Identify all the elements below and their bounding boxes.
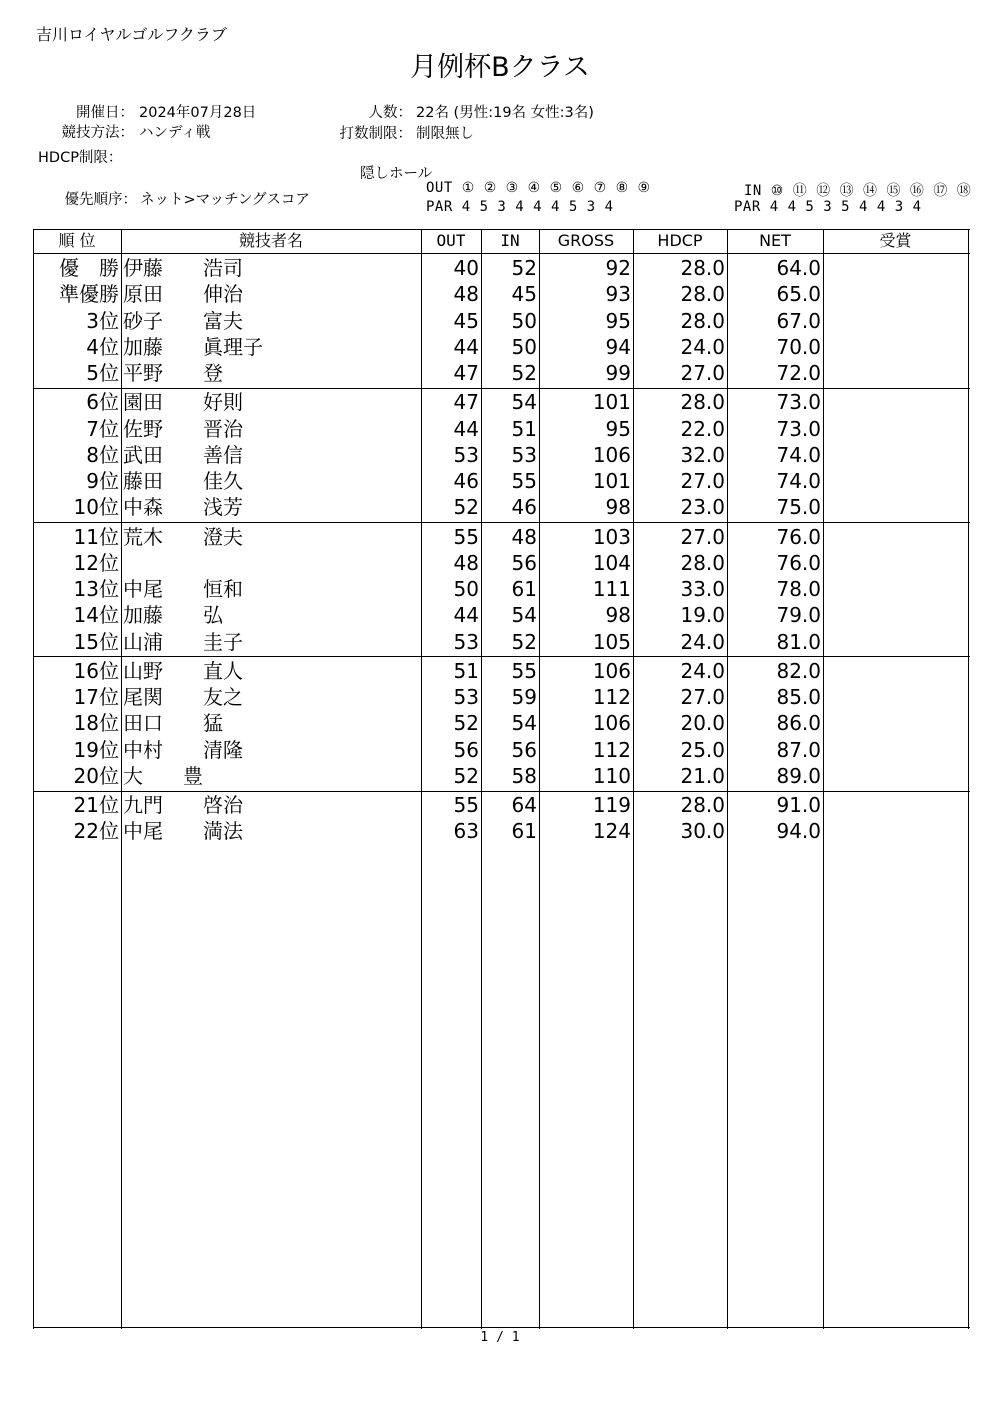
cell-hdcp: 24.0 bbox=[680, 629, 725, 654]
cell-award bbox=[825, 763, 965, 789]
cell-name: 山浦 圭子 bbox=[123, 629, 243, 654]
cell-rank: 準優勝 bbox=[59, 282, 119, 307]
table-row bbox=[33, 360, 970, 386]
table-bottom-border bbox=[33, 1327, 970, 1328]
cell-award bbox=[825, 576, 965, 602]
cell-gross: 111 bbox=[592, 577, 631, 601]
cell-in: 53 bbox=[511, 442, 537, 467]
cell-name: 平野 登 bbox=[123, 361, 223, 385]
cell-gross: 94 bbox=[605, 334, 631, 359]
cell-gross: 95 bbox=[605, 416, 631, 441]
group-separator bbox=[33, 656, 970, 657]
cell-net: 78.0 bbox=[776, 577, 821, 601]
cell-name bbox=[123, 550, 419, 576]
cell-out: 52 bbox=[453, 711, 479, 736]
cell-name: 山野 直人 bbox=[123, 658, 243, 683]
cell-net: 70.0 bbox=[776, 334, 821, 359]
header-net: NET bbox=[759, 231, 791, 250]
cell-in: 55 bbox=[511, 469, 537, 493]
cell-in: 58 bbox=[511, 763, 537, 788]
cell-award bbox=[825, 360, 965, 386]
cell-out: 46 bbox=[453, 469, 479, 493]
cell-net: 82.0 bbox=[776, 658, 821, 683]
cell-out: 55 bbox=[453, 793, 479, 817]
cell-in: 59 bbox=[511, 685, 537, 709]
cell-award bbox=[825, 792, 965, 818]
table-row bbox=[33, 308, 970, 334]
cell-name: 加藤 眞理子 bbox=[123, 334, 263, 359]
date-label: 開催日： bbox=[76, 105, 134, 121]
method-label: 競技方法： bbox=[61, 125, 134, 141]
cell-gross: 103 bbox=[592, 524, 631, 549]
players-value: 22名 (男性:19名 女性:3名) bbox=[416, 105, 594, 121]
cell-in: 46 bbox=[511, 495, 537, 520]
cell-gross: 112 bbox=[592, 685, 631, 709]
cell-hdcp: 24.0 bbox=[680, 334, 725, 359]
cell-award bbox=[825, 334, 965, 360]
header-award: 受賞 bbox=[879, 231, 912, 250]
cell-rank: 19位 bbox=[73, 737, 119, 762]
cell-rank: 14位 bbox=[73, 603, 119, 628]
cell-out: 45 bbox=[453, 308, 479, 333]
cell-out: 40 bbox=[453, 256, 479, 280]
out-par-line: PAR 4 5 3 4 4 4 5 3 4 bbox=[426, 199, 614, 215]
table-row bbox=[33, 442, 970, 468]
stroke-limit-value: 制限無し bbox=[416, 126, 474, 142]
cell-in: 56 bbox=[511, 737, 537, 762]
cell-gross: 106 bbox=[592, 711, 631, 736]
cell-gross: 98 bbox=[605, 495, 631, 520]
cell-award bbox=[825, 710, 965, 736]
table-row bbox=[33, 550, 970, 576]
cell-gross: 104 bbox=[592, 550, 631, 575]
cell-rank: 6位 bbox=[86, 390, 119, 415]
cell-net: 85.0 bbox=[776, 685, 821, 709]
cell-in: 61 bbox=[511, 577, 537, 601]
out-holes-line: OUT ① ② ③ ④ ⑤ ⑥ ⑦ ⑧ ⑨ bbox=[426, 180, 651, 196]
cell-rank: 12位 bbox=[73, 550, 119, 575]
cell-in: 50 bbox=[511, 308, 537, 333]
cell-out: 53 bbox=[453, 629, 479, 654]
table-row bbox=[33, 602, 970, 628]
priority-label: 優先順序： bbox=[64, 192, 137, 208]
cell-in: 54 bbox=[511, 390, 537, 415]
cell-rank: 18位 bbox=[73, 711, 119, 736]
cell-name: 原田 伸治 bbox=[123, 282, 243, 307]
cell-net: 94.0 bbox=[776, 819, 821, 844]
header-name: 競技者名 bbox=[238, 231, 303, 250]
cell-gross: 93 bbox=[605, 282, 631, 307]
page-title: 月例杯Bクラス bbox=[410, 52, 590, 83]
cell-out: 52 bbox=[453, 495, 479, 520]
header-in: IN bbox=[500, 231, 520, 250]
cell-name: 大 豊 bbox=[123, 763, 203, 788]
cell-name: 田口 猛 bbox=[123, 711, 223, 736]
cell-gross: 112 bbox=[592, 737, 631, 762]
cell-name: 加藤 弘 bbox=[123, 603, 223, 628]
group-separator bbox=[33, 388, 970, 389]
cell-hdcp: 28.0 bbox=[680, 282, 725, 307]
cell-net: 81.0 bbox=[776, 629, 821, 654]
cell-rank: 3位 bbox=[86, 308, 119, 333]
cell-gross: 101 bbox=[592, 469, 631, 493]
cell-net: 74.0 bbox=[776, 442, 821, 467]
cell-gross: 119 bbox=[592, 793, 631, 817]
cell-out: 53 bbox=[453, 442, 479, 467]
club-name: 吉川ロイヤルゴルフクラブ bbox=[36, 25, 227, 44]
table-row bbox=[33, 389, 970, 415]
cell-award bbox=[825, 255, 965, 281]
priority-value: ネット>マッチングスコア bbox=[140, 192, 310, 208]
table-row bbox=[33, 684, 970, 710]
cell-rank: 10位 bbox=[73, 495, 119, 520]
cell-name: 伊藤 浩司 bbox=[123, 256, 243, 280]
cell-gross: 92 bbox=[605, 256, 631, 280]
cell-in: 54 bbox=[511, 603, 537, 628]
cell-out: 51 bbox=[453, 658, 479, 683]
cell-in: 54 bbox=[511, 711, 537, 736]
cell-hdcp: 27.0 bbox=[680, 524, 725, 549]
cell-award bbox=[825, 602, 965, 628]
header-rank: 順 位 bbox=[58, 231, 96, 250]
hidden-holes-label: 隠しホール bbox=[360, 166, 433, 182]
cell-net: 87.0 bbox=[776, 737, 821, 762]
cell-name: 藤田 佳久 bbox=[123, 469, 243, 493]
cell-out: 63 bbox=[453, 819, 479, 844]
table-row bbox=[33, 792, 970, 818]
cell-out: 44 bbox=[453, 334, 479, 359]
cell-net: 91.0 bbox=[776, 793, 821, 817]
cell-award bbox=[825, 550, 965, 576]
cell-gross: 106 bbox=[592, 442, 631, 467]
cell-hdcp: 30.0 bbox=[680, 819, 725, 844]
cell-in: 61 bbox=[511, 819, 537, 844]
cell-rank: 優 勝 bbox=[59, 256, 119, 280]
table-row bbox=[33, 737, 970, 763]
cell-name: 中尾 恒和 bbox=[123, 577, 243, 601]
cell-net: 76.0 bbox=[776, 524, 821, 549]
cell-in: 52 bbox=[511, 256, 537, 280]
cell-hdcp: 20.0 bbox=[680, 711, 725, 736]
cell-out: 48 bbox=[453, 282, 479, 307]
cell-award bbox=[825, 629, 965, 655]
cell-gross: 105 bbox=[592, 629, 631, 654]
table-row bbox=[33, 416, 970, 442]
cell-hdcp: 25.0 bbox=[680, 737, 725, 762]
cell-in: 55 bbox=[511, 658, 537, 683]
cell-out: 52 bbox=[453, 763, 479, 788]
cell-hdcp: 28.0 bbox=[680, 256, 725, 280]
cell-award bbox=[825, 442, 965, 468]
table-row bbox=[33, 494, 970, 520]
cell-in: 50 bbox=[511, 334, 537, 359]
cell-rank: 15位 bbox=[73, 629, 119, 654]
players-label: 人数： bbox=[368, 105, 412, 121]
table-row bbox=[33, 524, 970, 550]
cell-net: 65.0 bbox=[776, 282, 821, 307]
cell-hdcp: 28.0 bbox=[680, 793, 725, 817]
cell-award bbox=[825, 737, 965, 763]
cell-name: 荒木 澄夫 bbox=[123, 524, 243, 549]
cell-net: 72.0 bbox=[776, 361, 821, 385]
cell-hdcp: 27.0 bbox=[680, 361, 725, 385]
page-indicator: 1 / 1 bbox=[480, 1330, 520, 1345]
cell-in: 48 bbox=[511, 524, 537, 549]
cell-award bbox=[825, 818, 965, 844]
group-separator bbox=[33, 791, 970, 792]
cell-rank: 9位 bbox=[86, 469, 119, 493]
cell-out: 47 bbox=[453, 361, 479, 385]
cell-award bbox=[825, 684, 965, 710]
cell-rank: 11位 bbox=[73, 524, 119, 549]
cell-net: 86.0 bbox=[776, 711, 821, 736]
cell-out: 56 bbox=[453, 737, 479, 762]
header-bottom-border bbox=[33, 253, 970, 254]
cell-gross: 106 bbox=[592, 658, 631, 683]
cell-gross: 124 bbox=[592, 819, 631, 844]
cell-award bbox=[825, 494, 965, 520]
cell-hdcp: 19.0 bbox=[680, 603, 725, 628]
cell-out: 48 bbox=[453, 550, 479, 575]
cell-gross: 98 bbox=[605, 603, 631, 628]
cell-award bbox=[825, 308, 965, 334]
group-separator bbox=[33, 522, 970, 523]
cell-out: 44 bbox=[453, 603, 479, 628]
cell-out: 53 bbox=[453, 685, 479, 709]
cell-name: 九門 啓治 bbox=[123, 793, 243, 817]
cell-net: 89.0 bbox=[776, 763, 821, 788]
cell-gross: 110 bbox=[592, 763, 631, 788]
cell-name: 中森 浅芳 bbox=[123, 495, 243, 520]
cell-net: 79.0 bbox=[776, 603, 821, 628]
cell-in: 45 bbox=[511, 282, 537, 307]
cell-rank: 16位 bbox=[73, 658, 119, 683]
cell-net: 67.0 bbox=[776, 308, 821, 333]
cell-net: 64.0 bbox=[776, 256, 821, 280]
cell-gross: 99 bbox=[605, 361, 631, 385]
table-row bbox=[33, 255, 970, 281]
cell-hdcp: 32.0 bbox=[680, 442, 725, 467]
table-row bbox=[33, 468, 970, 494]
cell-net: 74.0 bbox=[776, 469, 821, 493]
cell-rank: 22位 bbox=[73, 819, 119, 844]
cell-hdcp: 24.0 bbox=[680, 658, 725, 683]
cell-hdcp: 23.0 bbox=[680, 495, 725, 520]
date-value: 2024年07月28日 bbox=[139, 105, 257, 121]
cell-rank: 4位 bbox=[86, 334, 119, 359]
cell-award bbox=[825, 416, 965, 442]
cell-hdcp: 28.0 bbox=[680, 308, 725, 333]
cell-out: 47 bbox=[453, 390, 479, 415]
cell-name: 佐野 晋治 bbox=[123, 416, 243, 441]
cell-in: 52 bbox=[511, 361, 537, 385]
cell-hdcp: 21.0 bbox=[680, 763, 725, 788]
cell-name: 中村 清隆 bbox=[123, 737, 243, 762]
cell-gross: 101 bbox=[592, 390, 631, 415]
cell-rank: 8位 bbox=[86, 442, 119, 467]
stroke-limit-label: 打数制限： bbox=[339, 126, 412, 142]
table-row bbox=[33, 576, 970, 602]
cell-gross: 95 bbox=[605, 308, 631, 333]
method-value: ハンディ戦 bbox=[139, 125, 211, 141]
header-out: OUT bbox=[436, 231, 466, 250]
cell-award bbox=[825, 658, 965, 684]
cell-name: 中尾 満法 bbox=[123, 819, 243, 844]
cell-name: 尾関 友之 bbox=[123, 685, 243, 709]
results-table bbox=[33, 229, 970, 1329]
cell-rank: 17位 bbox=[73, 685, 119, 709]
cell-name: 園田 好則 bbox=[123, 390, 243, 415]
cell-hdcp: 27.0 bbox=[680, 469, 725, 493]
cell-award bbox=[825, 524, 965, 550]
cell-hdcp: 28.0 bbox=[680, 390, 725, 415]
cell-in: 51 bbox=[511, 416, 537, 441]
table-row bbox=[33, 658, 970, 684]
cell-hdcp: 28.0 bbox=[680, 550, 725, 575]
cell-award bbox=[825, 281, 965, 307]
in-holes-line: IN ⑩ ⑪ ⑫ ⑬ ⑭ ⑮ ⑯ ⑰ ⑱ bbox=[744, 183, 972, 199]
table-row bbox=[33, 710, 970, 736]
cell-out: 44 bbox=[453, 416, 479, 441]
header-hdcp: HDCP bbox=[657, 231, 703, 250]
cell-net: 73.0 bbox=[776, 390, 821, 415]
cell-hdcp: 22.0 bbox=[680, 416, 725, 441]
cell-out: 55 bbox=[453, 524, 479, 549]
cell-rank: 13位 bbox=[73, 577, 119, 601]
header-gross: GROSS bbox=[557, 231, 615, 250]
cell-net: 73.0 bbox=[776, 416, 821, 441]
cell-in: 64 bbox=[511, 793, 537, 817]
cell-rank: 21位 bbox=[73, 793, 119, 817]
table-row bbox=[33, 763, 970, 789]
table-row bbox=[33, 281, 970, 307]
cell-hdcp: 33.0 bbox=[680, 577, 725, 601]
cell-rank: 5位 bbox=[86, 361, 119, 385]
table-row bbox=[33, 818, 970, 844]
cell-in: 56 bbox=[511, 550, 537, 575]
table-row bbox=[33, 629, 970, 655]
cell-name: 武田 善信 bbox=[123, 442, 243, 467]
cell-rank: 20位 bbox=[73, 763, 119, 788]
cell-in: 52 bbox=[511, 629, 537, 654]
cell-rank: 7位 bbox=[86, 416, 119, 441]
cell-out: 50 bbox=[453, 577, 479, 601]
cell-name: 砂子 富夫 bbox=[123, 308, 243, 333]
cell-net: 75.0 bbox=[776, 495, 821, 520]
cell-award bbox=[825, 468, 965, 494]
cell-hdcp: 27.0 bbox=[680, 685, 725, 709]
table-row bbox=[33, 334, 970, 360]
hdcp-limit-label: HDCP制限： bbox=[38, 150, 123, 166]
cell-net: 76.0 bbox=[776, 550, 821, 575]
cell-award bbox=[825, 389, 965, 415]
in-par-line: PAR 4 4 5 3 5 4 4 3 4 bbox=[734, 199, 922, 215]
